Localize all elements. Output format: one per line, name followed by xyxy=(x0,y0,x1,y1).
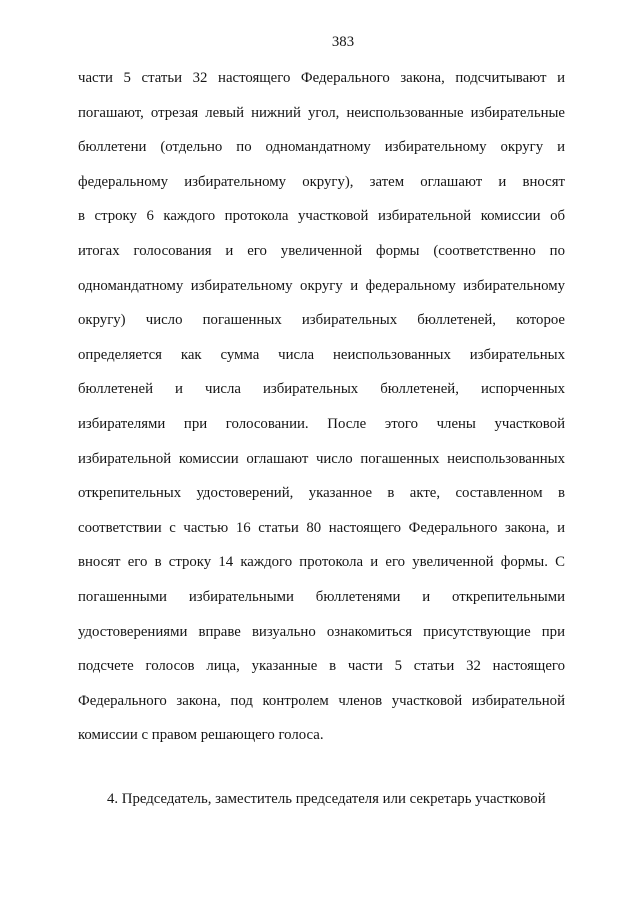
text-line: избирателями при голосовании. После этого члены участковой xyxy=(78,415,565,432)
text-line: Федерального закона, под контролем членов участковой избирательной xyxy=(78,692,565,709)
text-line: погашают, отрезая левый нижний угол, неиспользованные избирательные xyxy=(78,104,565,121)
text-line: подсчете голосов лица, указанные в части 5 статьи 32 настоящего xyxy=(78,658,565,675)
paragraph-continuation xyxy=(78,61,565,753)
text-line: открепительных удостоверений, указанное в акте, составленном в xyxy=(78,485,565,502)
text-line: бюллетени (отдельно по одномандатному избирательному округу и xyxy=(78,139,565,156)
text-line-paragraph-start: 4. Председатель, заместитель председателя или секретарь участковой xyxy=(107,790,546,807)
text-line: соответствии с частью 16 статьи 80 настоящего Федерального закона, и xyxy=(78,519,565,536)
text-body xyxy=(78,61,565,816)
text-line: округу) число погашенных избирательных бюллетеней, которое xyxy=(78,312,565,329)
text-line: части 5 статьи 32 настоящего Федерального закона, подсчитывают и xyxy=(78,70,565,86)
text-line: итогах голосования и его увеличенной формы (соответственно по xyxy=(78,242,565,259)
text-line: одномандатному избирательному округу и федеральному избирательному xyxy=(78,277,565,294)
text-line: определяется как сумма числа неиспользованных избирательных xyxy=(78,346,565,363)
page-number: 383 xyxy=(331,34,355,50)
text-line: в строку 6 каждого протокола участковой избирательной комиссии об xyxy=(78,208,565,225)
text-line: избирательной комиссии оглашают число погашенных неиспользованных xyxy=(78,450,565,467)
text-line: бюллетеней и числа избирательных бюллетеней, испорченных xyxy=(78,381,565,398)
text-line: вносят его в строку 14 каждого протокола и его увеличенной формы. С xyxy=(78,554,565,571)
paragraph-item-4 xyxy=(78,782,565,817)
text-line: погашенными избирательными бюллетенями и открепительными xyxy=(78,588,565,605)
text-line: удостоверениями вправе визуально ознакомиться присутствующие при xyxy=(78,623,565,640)
text-line-paragraph-end: комиссии с правом решающего голоса. xyxy=(78,727,324,744)
text-line: федеральному избирательному округу), затем оглашают и вносят xyxy=(78,173,565,190)
